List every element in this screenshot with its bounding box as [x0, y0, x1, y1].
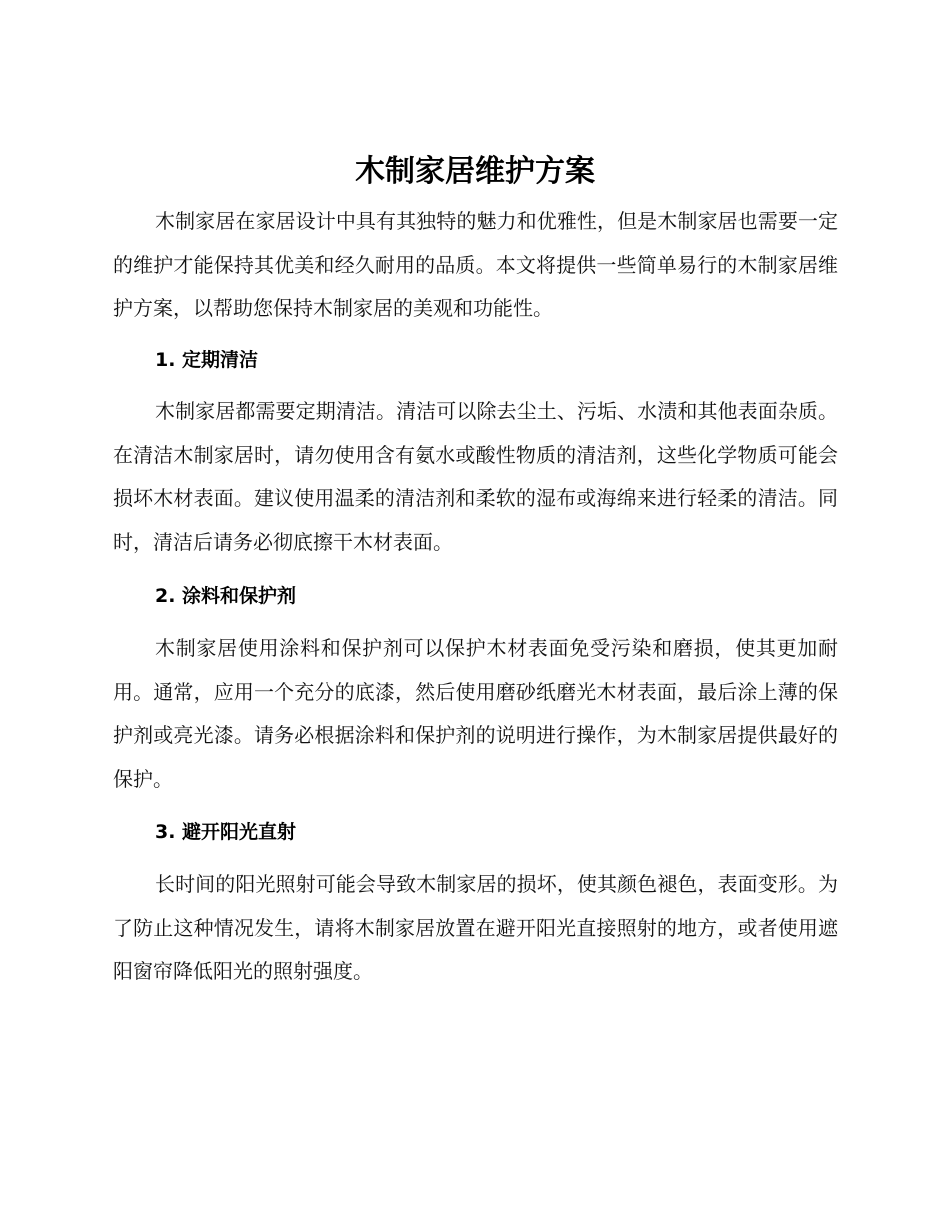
section-body-coating: 木制家居使用涂料和保护剂可以保护木材表面免受污染和磨损，使其更加耐用。通常，应用一个充分的底漆，然后使用磨砂纸磨光木材表面，最后涂上薄的保护剂或亮光漆。请务必根据涂料和保护剂的说明进行操作，为木制家居提供最好的保护。	[113, 636, 838, 791]
section-heading-coating: 2. 涂料和保护剂	[155, 585, 297, 607]
section-heading-cleaning: 1. 定期清洁	[155, 349, 259, 371]
section-body-sunlight: 长时间的阳光照射可能会导致木制家居的损坏，使其颜色褪色，表面变形。为了防止这种情况发生，请将木制家居放置在避开阳光直接照射的地方，或者使用遮阳窗帘降低阳光的照射强度。	[113, 872, 838, 983]
intro-paragraph: 木制家居在家居设计中具有其独特的魅力和优雅性，但是木制家居也需要一定的维护才能保持其优美和经久耐用的品质。本文将提供一些简单易行的木制家居维护方案，以帮助您保持木制家居的美观和功能性。	[113, 209, 838, 320]
document-title: 木制家居维护方案	[355, 154, 595, 189]
section-heading-sunlight: 3. 避开阳光直射	[155, 821, 297, 843]
section-body-cleaning: 木制家居都需要定期清洁。清洁可以除去尘土、污垢、水渍和其他表面杂质。在清洁木制家居时，请勿使用含有氨水或酸性物质的清洁剂，这些化学物质可能会损坏木材表面。建议使用温柔的清洁剂和柔软的湿布或海绵来进行轻柔的清洁。同时，清洁后请务必彻底擦干木材表面。	[113, 399, 838, 554]
